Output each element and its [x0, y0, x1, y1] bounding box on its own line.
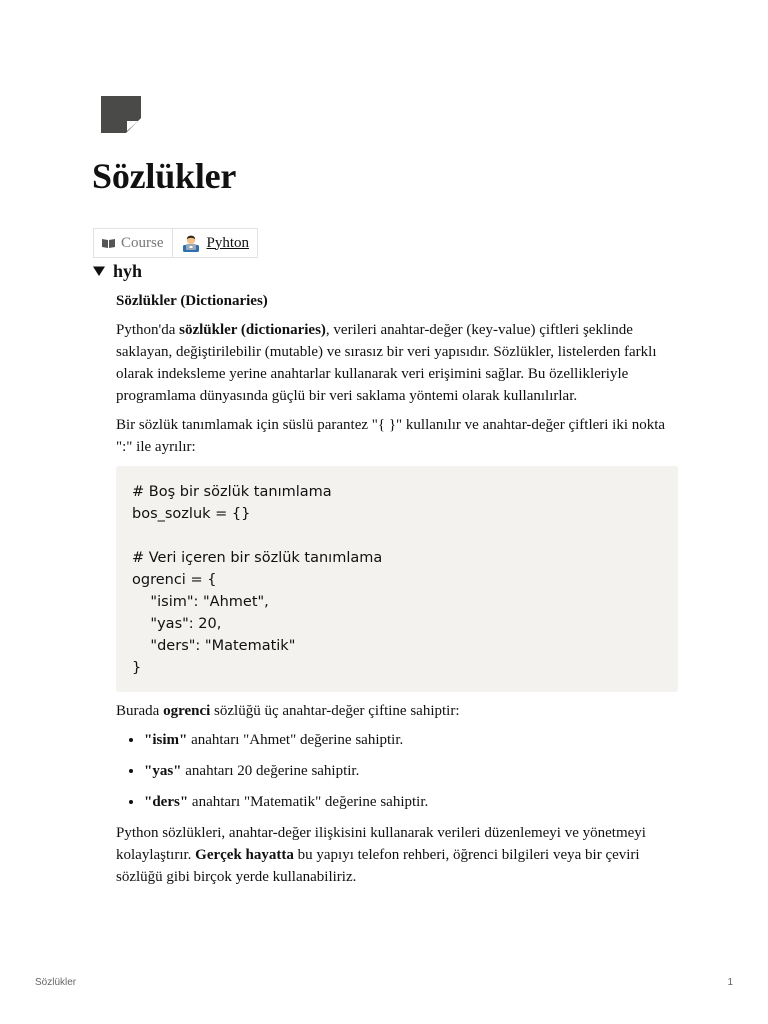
page-title: Sözlükler	[92, 156, 237, 196]
note-icon	[101, 96, 141, 133]
footer-title: Sözlükler	[35, 977, 77, 988]
code-line: "yas": 20,	[132, 616, 222, 632]
toggle-content	[116, 290, 678, 895]
bullet-key: "yas"	[144, 763, 182, 779]
burada-text-end: sözlüğü üç anahtar-değer çiftine sahiptir:	[210, 703, 460, 719]
toggle-block[interactable]	[93, 260, 142, 282]
code-line: # Veri içeren bir sözlük tanımlama	[132, 550, 383, 566]
intro-paragraph	[116, 319, 678, 407]
property-value-link[interactable]: Pyhton	[206, 234, 250, 251]
property-key	[94, 229, 172, 257]
code-line: bos_sozluk = {}	[132, 506, 251, 522]
property-value[interactable]	[172, 229, 258, 257]
toggle-title: hyh	[113, 260, 143, 281]
intro-text-end: , verileri anahtar-değer (key-value) çiftleri şeklinde saklayan, değiştirilebilir (mutable) ve sırasız bir veri yapısıdır. Sözlükler, listelerden farklı olarak indeksleme yerine anahtarlar kullanarak veri erişimini sağlar. Bu özellikleriyle programlama dünyasında güçlü bir veri saklama yöntemi olarak kullanılırlar.	[116, 322, 657, 404]
list-item	[144, 760, 678, 782]
list-item	[144, 791, 678, 813]
footer-page-number: 1	[727, 977, 733, 988]
code-line	[132, 525, 662, 547]
bullet-key: "isim"	[144, 732, 188, 748]
bullet-text: anahtarı "Ahmet" değerine sahiptir.	[187, 732, 404, 748]
define-paragraph: Bir sözlük tanımlamak için süslü parantez "{ }" kullanılır ve anahtar-değer çiftleri iki nokta ":" ile ayrılır:	[116, 417, 666, 455]
code-line: }	[132, 660, 142, 676]
bullet-text: anahtarı "Matematik" değerine sahiptir.	[188, 794, 429, 810]
bullet-text: anahtarı 20 değerine sahiptir.	[181, 763, 360, 779]
conclusion-text-end: bu yapıyı telefon rehberi, öğrenci bilgileri veya bir çeviri sözlüğü gibi birçok yerde kullanabiliriz.	[116, 847, 640, 885]
conclusion-bold: Gerçek hayatta	[195, 847, 294, 863]
burada-bold: ogrenci	[163, 703, 211, 719]
code-line: ogrenci = {	[132, 572, 217, 588]
intro-text: Python'da	[116, 322, 180, 338]
conclusion-text: Python sözlükleri, anahtar-değer ilişkisini kullanarak verileri düzenlemeyi ve yönetmeyi kolaylaştırır.	[116, 825, 646, 863]
code-line: "ders": "Matematik"	[132, 638, 296, 654]
book-icon	[102, 238, 115, 248]
subheading: Sözlükler (Dictionaries)	[116, 293, 268, 309]
burada-paragraph	[116, 700, 678, 722]
bullet-key: "ders"	[144, 794, 189, 810]
property-key-label: Course	[121, 234, 164, 251]
code-line: # Boş bir sözlük tanımlama	[132, 484, 332, 500]
triangle-down-icon[interactable]	[93, 265, 105, 277]
technologist-icon	[181, 235, 201, 252]
burada-text: Burada	[116, 703, 164, 719]
code-line: "isim": "Ahmet",	[132, 594, 269, 610]
list-item	[144, 729, 678, 751]
intro-bold: sözlükler (dictionaries)	[179, 322, 326, 338]
code-block[interactable]	[116, 466, 678, 692]
bullet-list	[116, 729, 678, 813]
property-row	[93, 228, 258, 258]
conclusion-paragraph	[116, 822, 678, 888]
